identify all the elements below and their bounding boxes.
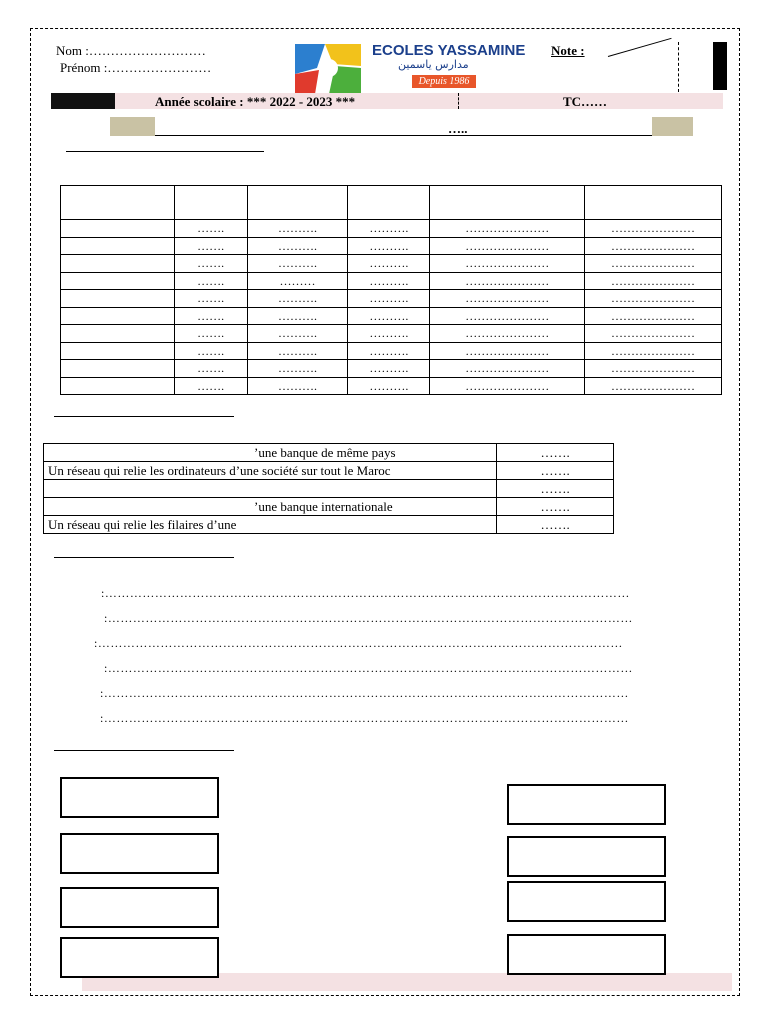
table-row — [61, 272, 722, 290]
table-cell[interactable]: ……. — [174, 360, 247, 378]
table-cell[interactable] — [61, 360, 175, 378]
table-cell[interactable]: ………. — [247, 237, 348, 255]
section4-heading-line — [54, 750, 234, 751]
matching-answer[interactable]: ……. — [497, 444, 614, 462]
table-cell[interactable]: ………. — [348, 325, 430, 343]
matching-statement: ’une banque de même pays — [44, 444, 497, 462]
table-cell[interactable]: ……. — [174, 290, 247, 308]
table-cell[interactable]: ………………… — [585, 307, 722, 325]
table-cell[interactable] — [61, 377, 175, 395]
matching-table — [43, 443, 614, 534]
table-row — [61, 255, 722, 273]
black-bar — [713, 42, 727, 90]
table-cell[interactable]: ………. — [348, 342, 430, 360]
main-table — [60, 185, 722, 395]
table-cell[interactable]: ………. — [348, 307, 430, 325]
section1-heading-line — [66, 151, 264, 152]
table-cell[interactable]: ………. — [247, 290, 348, 308]
right-answer-box[interactable] — [507, 836, 666, 877]
table-cell[interactable]: ………. — [247, 220, 348, 238]
table-cell[interactable]: ………. — [348, 360, 430, 378]
section2-heading-line — [54, 416, 234, 417]
right-answer-box[interactable] — [507, 784, 666, 825]
answer-line[interactable]: :……………………………………………………………………………………………………………… — [94, 636, 623, 650]
title-underline — [155, 135, 652, 136]
table-cell[interactable]: ……. — [174, 325, 247, 343]
table-cell[interactable]: ………………… — [585, 220, 722, 238]
table-cell[interactable]: ………………… — [430, 220, 585, 238]
logo-arabic: مدارس ياسمين — [398, 58, 469, 71]
table-cell[interactable]: ………. — [247, 325, 348, 343]
table-cell[interactable]: ……. — [174, 307, 247, 325]
table-cell[interactable]: ………………… — [585, 342, 722, 360]
table-row — [61, 360, 722, 378]
table-cell[interactable] — [61, 290, 175, 308]
table-cell[interactable] — [61, 220, 175, 238]
title-left-block — [110, 117, 155, 136]
table-cell[interactable]: ……. — [174, 272, 247, 290]
logo-since: Depuis 1986 — [412, 75, 476, 88]
table-cell[interactable]: ………………… — [430, 272, 585, 290]
black-block — [51, 93, 115, 109]
table-cell[interactable]: ………………… — [430, 325, 585, 343]
nom-field[interactable]: Nom :……………………… — [56, 43, 206, 58]
title-right-block — [652, 117, 693, 136]
table-cell[interactable]: ………. — [247, 307, 348, 325]
table-cell[interactable]: ………. — [348, 272, 430, 290]
table-cell[interactable]: ………………… — [430, 377, 585, 395]
band-divider — [458, 93, 459, 109]
matching-statement: ’une banque internationale — [44, 498, 497, 516]
answer-line[interactable]: :……………………………………………………………………………………………………………… — [104, 661, 633, 675]
table-cell[interactable]: ………………… — [430, 255, 585, 273]
table-cell[interactable]: ……… — [247, 272, 348, 290]
answer-line[interactable]: :……………………………………………………………………………………………………………… — [101, 586, 630, 600]
table-cell[interactable] — [61, 342, 175, 360]
matching-row — [44, 462, 614, 480]
table-cell[interactable]: ………. — [247, 377, 348, 395]
matching-answer[interactable]: ……. — [497, 498, 614, 516]
table-cell[interactable]: ………………… — [430, 307, 585, 325]
matching-row — [44, 480, 614, 498]
table-cell[interactable]: ……. — [174, 237, 247, 255]
table-cell[interactable] — [61, 237, 175, 255]
logo-icon — [295, 44, 361, 94]
left-answer-box[interactable] — [60, 887, 219, 928]
table-cell[interactable]: ………. — [348, 255, 430, 273]
table-cell[interactable]: ………………… — [585, 290, 722, 308]
table-cell[interactable]: ……. — [174, 342, 247, 360]
table-cell[interactable] — [61, 307, 175, 325]
table-row — [61, 342, 722, 360]
matching-answer[interactable]: ……. — [497, 516, 614, 534]
table-cell[interactable]: ………. — [247, 360, 348, 378]
table-cell[interactable]: ………………… — [430, 342, 585, 360]
table-cell[interactable]: ………. — [348, 237, 430, 255]
table-cell[interactable]: ………………… — [585, 325, 722, 343]
table-row — [61, 237, 722, 255]
table-cell[interactable]: ……. — [174, 255, 247, 273]
table-row — [61, 377, 722, 395]
note-label: Note : — [551, 43, 585, 58]
table-cell[interactable]: ………………… — [430, 290, 585, 308]
table-row — [61, 220, 722, 238]
table-cell[interactable]: ………. — [348, 290, 430, 308]
matching-row — [44, 498, 614, 516]
table-cell[interactable]: ………. — [247, 342, 348, 360]
answer-line[interactable]: :……………………………………………………………………………………………………………… — [104, 611, 633, 625]
left-answer-box[interactable] — [60, 937, 219, 978]
right-answer-box[interactable] — [507, 934, 666, 975]
table-row — [61, 307, 722, 325]
table-cell[interactable]: ……. — [174, 377, 247, 395]
table-cell[interactable]: ……. — [174, 220, 247, 238]
table-cell[interactable]: ………. — [348, 220, 430, 238]
matching-answer[interactable]: ……. — [497, 462, 614, 480]
left-answer-box[interactable] — [60, 777, 219, 818]
matching-answer[interactable]: ……. — [497, 480, 614, 498]
table-row — [61, 325, 722, 343]
class-field[interactable]: TC…… — [563, 94, 608, 109]
table-row — [61, 290, 722, 308]
table-cell[interactable]: ………………… — [430, 237, 585, 255]
title-dots: ….. — [448, 121, 468, 136]
table-header-row — [61, 186, 722, 220]
matching-statement: Un réseau qui relie les filaires d’une — [44, 516, 497, 534]
logo-name: ECOLES YASSAMINE — [372, 42, 526, 59]
section3-heading-line — [54, 557, 234, 558]
table-cell[interactable]: ………. — [247, 255, 348, 273]
table-cell[interactable]: ………………… — [585, 255, 722, 273]
prenom-field[interactable]: Prénom :…………………… — [60, 60, 212, 75]
table-cell[interactable]: ………………… — [585, 377, 722, 395]
table-cell[interactable] — [61, 272, 175, 290]
table-cell[interactable] — [61, 325, 175, 343]
answer-line[interactable]: :……………………………………………………………………………………………………………… — [100, 686, 629, 700]
school-year: Année scolaire : *** 2022 - 2023 *** — [155, 94, 356, 109]
table-cell[interactable]: ………………… — [585, 237, 722, 255]
right-answer-box[interactable] — [507, 881, 666, 922]
matching-row — [44, 444, 614, 462]
matching-row — [44, 516, 614, 534]
table-cell[interactable] — [61, 255, 175, 273]
matching-statement — [44, 480, 497, 498]
left-answer-box[interactable] — [60, 833, 219, 874]
answer-line[interactable]: :……………………………………………………………………………………………………………… — [100, 711, 629, 725]
table-cell[interactable]: ………………… — [430, 360, 585, 378]
table-cell[interactable]: ………………… — [585, 360, 722, 378]
note-divider — [678, 42, 679, 92]
table-cell[interactable]: ………. — [348, 377, 430, 395]
matching-statement: Un réseau qui relie les ordinateurs d’une société sur tout le Maroc — [44, 462, 497, 480]
table-cell[interactable]: ………………… — [585, 272, 722, 290]
